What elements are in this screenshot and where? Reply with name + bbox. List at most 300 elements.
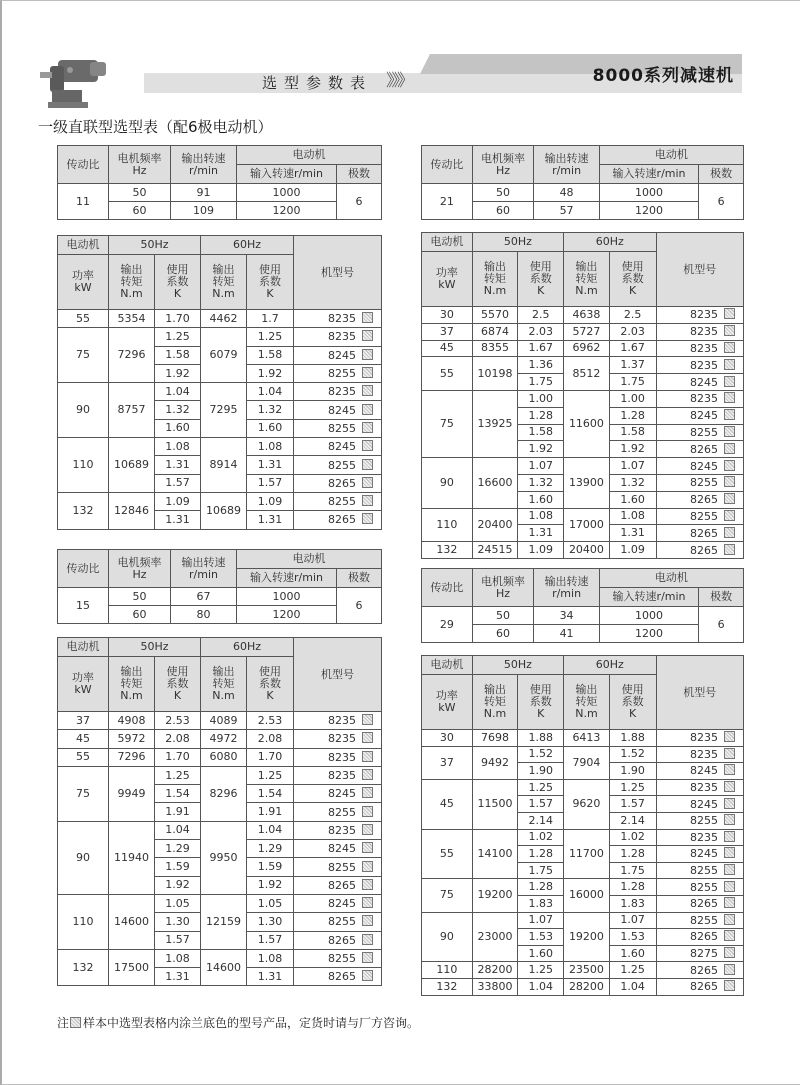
service-factor-60hz-value: 1.58 [247,346,294,364]
col-header-motor: 电动机 [58,236,109,255]
hatch-swatch-icon [362,495,373,506]
col-header-poles: 极数 [337,569,382,588]
col-header-50hz: 50Hz [472,233,563,252]
model-number: 8265 [689,543,718,557]
output-speed-value: 34 [534,607,600,625]
model-number: 8265 [328,476,357,490]
model-cell [294,785,382,803]
hatch-swatch-icon [362,440,373,451]
model-number: 8265 [328,513,357,527]
col-header-service-factor-60hz-line: 使用 [621,260,644,273]
model-cell [294,364,382,382]
model-cell [656,307,743,324]
table-row [58,949,382,967]
power-kw-value: 90 [422,912,473,962]
frequency-value: 50 [109,184,171,202]
model-number: 8235 [328,750,357,764]
service-factor-60hz-value: 1.90 [609,763,656,780]
col-header-torque-60hz-line: 输出 [212,263,235,276]
footnote-prefix: 注 [57,1016,70,1030]
model-cell [294,894,382,912]
service-factor-50hz-value: 1.57 [518,796,564,813]
col-header-motor: 电动机 [422,656,473,675]
service-factor-50hz-value: 1.29 [155,840,201,858]
col-header-model: 机型号 [656,233,743,307]
service-factor-60hz-value: 1.09 [609,542,656,559]
model-cell [294,511,382,529]
hatch-swatch-icon [362,513,373,524]
col-header-service-factor-50hz-line: 系数 [166,677,189,690]
col-header-input-speed: 输入转速r/min [237,569,337,588]
service-factor-50hz-value: 1.31 [155,968,201,986]
service-factor-50hz-value: 1.07 [518,458,564,475]
ratio-row [58,184,382,202]
hatch-swatch-icon [724,914,735,925]
hatch-swatch-icon [724,881,735,892]
service-factor-50hz-value: 1.04 [155,383,201,401]
service-factor-50hz-value: 1.70 [155,310,201,328]
service-factor-60hz-value: 2.53 [247,712,294,730]
torque-50hz-value: 14600 [109,894,155,949]
hatch-swatch-icon [724,798,735,809]
model-number: 8235 [328,330,357,344]
col-header-torque-50hz-line: 输出 [484,260,507,273]
model-cell [294,766,382,784]
ratio-value: 21 [422,184,473,220]
service-factor-60hz-value: 1.52 [609,746,656,763]
model-cell [656,730,743,747]
power-kw-value: 30 [422,307,473,324]
col-header-service-factor-50hz-line: K [537,707,545,720]
col-header-60hz: 60Hz [201,638,294,657]
col-header-output-speed-line: 输出转速 [544,151,589,165]
model-cell [656,929,743,946]
col-header-torque-50hz-line: N.m [483,284,507,297]
service-factor-50hz-value: 1.53 [518,929,564,946]
service-factor-50hz-value: 1.04 [518,978,564,995]
model-number: 8265 [689,442,718,456]
service-factor-50hz-value: 1.28 [518,407,564,424]
power-kw-value: 75 [422,879,473,912]
power-kw-value: 37 [422,323,473,340]
service-factor-50hz-value: 1.60 [518,945,564,962]
model-cell [656,812,743,829]
col-header-power-line: 功率 [72,671,94,684]
hatch-swatch-icon [362,824,373,835]
service-factor-50hz-value: 1.60 [518,491,564,508]
power-kw-value: 132 [422,542,473,559]
model-number: 8245 [689,409,718,423]
table-row [58,328,382,346]
service-factor-50hz-value: 1.25 [518,962,564,979]
col-header-output-speed-line: r/min [189,163,218,177]
col-header-power [422,252,473,307]
col-header-service-factor-60hz-line: 使用 [259,665,282,678]
model-number: 8235 [689,392,718,406]
model-number: 8235 [689,830,718,844]
power-kw-value: 55 [58,748,109,766]
col-header-50hz: 50Hz [109,638,201,657]
torque-50hz-value: 6874 [472,323,518,340]
hatch-swatch-icon [724,527,735,538]
hatch-swatch-icon [362,385,373,396]
table-row [58,894,382,912]
col-header-output-speed [171,146,237,184]
hatch-swatch-icon [724,980,735,991]
col-header-motor: 电动机 [58,638,109,657]
col-header-ratio: 传动比 [422,569,473,607]
service-factor-50hz-value: 1.92 [155,876,201,894]
col-header-torque-60hz-line: 转矩 [212,677,235,690]
col-header-ratio: 传动比 [58,146,109,184]
service-factor-60hz-value: 1.88 [609,730,656,747]
model-number: 8235 [328,823,357,837]
model-number: 8265 [689,963,718,977]
hatch-swatch-icon [70,1017,81,1028]
ratio-value: 29 [422,607,473,643]
model-number: 8255 [328,458,357,472]
col-header-motor: 电动机 [237,550,382,569]
input-speed-value: 1000 [237,588,337,606]
frequency-value: 60 [109,606,171,624]
torque-50hz-value: 9492 [472,746,518,779]
torque-60hz-value: 8914 [201,438,247,493]
model-cell [294,931,382,949]
col-header-input-speed: 输入转速r/min [599,588,698,607]
ratio-value: 11 [58,184,109,220]
col-header-frequency-line: 电机频率 [117,555,162,569]
col-header-60hz: 60Hz [564,656,656,675]
service-factor-60hz-value: 1.08 [247,949,294,967]
model-cell [656,542,743,559]
service-factor-50hz-value: 2.08 [155,730,201,748]
model-cell [656,374,743,391]
service-factor-50hz-value: 1.31 [155,511,201,529]
model-number: 8255 [328,952,357,965]
service-factor-60hz-value: 1.25 [247,766,294,784]
service-factor-60hz-value: 1.04 [609,978,656,995]
torque-60hz-value: 28200 [564,978,610,995]
col-header-motor: 电动机 [599,146,743,165]
service-factor-50hz-value: 1.05 [155,894,201,912]
col-header-torque-50hz [109,255,155,310]
model-cell [656,508,743,525]
model-cell [294,803,382,821]
model-number: 8245 [328,440,357,454]
torque-50hz-value: 5570 [472,307,518,324]
col-header-output-speed-line: 输出转速 [181,555,226,569]
hatch-swatch-icon [724,325,735,336]
torque-50hz-value: 9949 [109,766,155,821]
torque-60hz-value: 9620 [564,779,610,829]
hatch-swatch-icon [724,359,735,370]
service-factor-50hz-value: 1.60 [155,419,201,437]
frequency-value: 60 [472,625,534,643]
torque-60hz-value: 5727 [564,323,610,340]
table-row [58,730,382,748]
model-cell [656,763,743,780]
torque-60hz-value: 12159 [201,894,247,949]
torque-60hz-value: 4462 [201,310,247,328]
service-factor-60hz-value: 1.54 [247,785,294,803]
col-header-service-factor-60hz [247,657,294,712]
torque-50hz-value: 7296 [109,748,155,766]
model-number: 8265 [689,526,718,540]
model-cell [294,328,382,346]
section-title: 选型参数表 [262,74,373,92]
power-kw-value: 37 [58,712,109,730]
service-factor-60hz-value: 1.92 [247,876,294,894]
torque-50hz-value: 12846 [109,492,155,529]
torque-60hz-value: 14600 [201,949,247,986]
model-number: 8255 [689,425,718,439]
power-kw-value: 45 [422,340,473,357]
table-row [422,458,744,475]
table-row [58,492,382,510]
service-factor-60hz-value: 1.67 [609,340,656,357]
col-header-torque-60hz-line: 输出 [212,665,235,678]
service-factor-60hz-value: 1.31 [609,525,656,542]
series-title: 8000系列减速机 [592,66,734,86]
service-factor-60hz-value: 1.57 [609,796,656,813]
model-cell [656,474,743,491]
col-header-power [58,255,109,310]
service-factor-50hz-value: 2.14 [518,812,564,829]
power-kw-value: 55 [58,310,109,328]
model-cell [656,846,743,863]
service-factor-60hz-value: 1.70 [247,748,294,766]
service-factor-50hz-value: 1.36 [518,357,564,374]
selection-table-ratio-21 [421,232,744,559]
col-header-torque-50hz-line: 转矩 [484,272,507,285]
service-factor-50hz-value: 1.88 [518,730,564,747]
torque-60hz-value: 8512 [564,357,610,391]
hatch-swatch-icon [724,409,735,420]
service-factor-60hz-value: 1.57 [247,931,294,949]
torque-50hz-value: 7698 [472,730,518,747]
torque-60hz-value: 10689 [201,492,247,529]
torque-60hz-value: 7904 [564,746,610,779]
hatch-swatch-icon [362,915,373,926]
col-header-frequency [109,146,171,184]
hatch-swatch-icon [724,764,735,775]
col-header-power-line: kW [438,701,456,714]
col-header-frequency-line: Hz [132,567,147,581]
model-number: 8265 [328,970,357,984]
col-header-service-factor-60hz-line: 系数 [259,275,282,288]
output-speed-value: 57 [534,202,600,220]
hatch-swatch-icon [362,806,373,817]
output-speed-value: 80 [171,606,237,624]
model-cell [656,424,743,441]
model-cell [656,796,743,813]
torque-60hz-value: 19200 [564,912,610,962]
model-number: 8255 [689,509,718,523]
col-header-service-factor-50hz-line: 使用 [166,665,189,678]
col-header-power [422,675,473,730]
input-speed-value: 1000 [599,607,698,625]
model-number: 8255 [328,805,357,819]
output-speed-value: 67 [171,588,237,606]
service-factor-50hz-value: 1.90 [518,763,564,780]
torque-60hz-value: 20400 [564,542,610,559]
ratio-row [422,184,744,202]
torque-60hz-value: 8296 [201,766,247,821]
col-header-frequency-line: 电机频率 [480,151,525,165]
model-number: 8235 [328,769,357,783]
service-factor-60hz-value: 1.25 [247,328,294,346]
model-cell [294,858,382,876]
model-number: 8235 [328,732,357,746]
hatch-swatch-icon [362,861,373,872]
model-cell [294,383,382,401]
service-factor-60hz-value: 1.25 [609,962,656,979]
hatch-swatch-icon [724,864,735,875]
model-cell [656,862,743,879]
col-header-power-line: kW [74,683,92,696]
col-header-power [58,657,109,712]
service-factor-50hz-value: 1.25 [155,766,201,784]
power-kw-value: 75 [58,766,109,821]
model-cell [294,968,382,986]
service-factor-50hz-value: 1.75 [518,862,564,879]
service-factor-60hz-value: 1.29 [247,840,294,858]
table-row [58,712,382,730]
model-number: 8255 [328,495,357,509]
service-factor-50hz-value: 1.32 [155,401,201,419]
ratio-table-29 [421,568,744,643]
table-row [422,746,744,763]
col-header-torque-60hz-line: 转矩 [212,275,235,288]
table-row [422,357,744,374]
torque-50hz-value: 8757 [109,383,155,438]
torque-60hz-value: 7295 [201,383,247,438]
ratio-table-21 [421,145,744,220]
service-factor-60hz-value: 1.32 [609,474,656,491]
service-factor-60hz-value: 1.32 [247,401,294,419]
model-number: 8235 [328,312,357,326]
col-header-torque-60hz-line: N.m [212,689,235,702]
page-subtitle: 一级直联型选型表（配6极电动机） [38,118,273,136]
col-header-service-factor-60hz-line: 使用 [621,683,644,696]
hatch-swatch-icon [724,510,735,521]
input-speed-value: 1200 [237,202,337,220]
col-header-service-factor-60hz-line: K [266,287,274,300]
service-factor-50hz-value: 1.92 [518,441,564,458]
col-header-output-speed [534,146,600,184]
hatch-swatch-icon [724,930,735,941]
gear-reducer-logo [38,50,110,112]
col-header-output-speed [534,569,600,607]
model-number: 8255 [689,864,718,878]
col-header-service-factor-50hz-line: K [173,689,182,702]
hatch-swatch-icon [724,460,735,471]
col-header-model: 机型号 [294,236,382,310]
model-number: 8255 [689,814,718,828]
col-header-service-factor-60hz-line: K [629,707,637,720]
hatch-swatch-icon [724,392,735,403]
torque-50hz-value: 28200 [472,962,518,979]
model-number: 8235 [689,747,718,761]
col-header-service-factor-60hz-line: 系数 [259,677,282,690]
hatch-swatch-icon [724,814,735,825]
col-header-torque-60hz-line: N.m [575,707,598,720]
torque-60hz-value: 6080 [201,748,247,766]
poles-value: 6 [337,184,382,220]
hatch-swatch-icon [362,751,373,762]
model-number: 8265 [328,878,357,892]
torque-60hz-value: 6962 [564,340,610,357]
service-factor-50hz-value: 2.03 [518,323,564,340]
model-cell [294,492,382,510]
col-header-poles: 极数 [699,588,744,607]
power-kw-value: 90 [422,458,473,508]
hatch-swatch-icon [362,769,373,780]
model-cell [656,779,743,796]
col-header-output-speed-line: r/min [552,586,582,600]
hatch-swatch-icon [724,426,735,437]
model-number: 8255 [689,880,718,894]
table-row [422,340,744,357]
power-kw-value: 75 [58,328,109,383]
col-header-service-factor-50hz-line: 使用 [529,260,552,273]
service-factor-50hz-value: 1.28 [518,879,564,896]
power-kw-value: 45 [422,779,473,829]
hatch-swatch-icon [724,342,735,353]
table-row [422,962,744,979]
col-header-torque-50hz-line: 转矩 [120,275,143,288]
col-header-torque-50hz-line: 输出 [484,683,507,696]
model-number: 8245 [689,847,718,861]
col-header-service-factor-60hz [609,252,656,307]
power-kw-value: 132 [422,978,473,995]
service-factor-50hz-value: 1.08 [155,949,201,967]
hatch-swatch-icon [362,330,373,341]
hatch-swatch-icon [724,897,735,908]
power-kw-value: 55 [422,829,473,879]
service-factor-60hz-value: 1.53 [609,929,656,946]
service-factor-50hz-value: 1.00 [518,390,564,407]
torque-60hz-value: 6413 [564,730,610,747]
service-factor-50hz-value: 1.07 [518,912,564,929]
hatch-swatch-icon [724,847,735,858]
model-cell [656,962,743,979]
col-header-service-factor-50hz-line: K [537,284,545,297]
col-header-torque-50hz-line: N.m [120,287,143,300]
output-speed-value: 91 [171,184,237,202]
hatch-swatch-icon [362,897,373,908]
model-cell [294,456,382,474]
service-factor-60hz-value: 1.7 [247,310,294,328]
service-factor-60hz-value: 1.00 [609,390,656,407]
model-number: 8235 [689,781,718,795]
model-cell [294,346,382,364]
model-number: 8255 [689,913,718,927]
hatch-swatch-icon [362,349,373,360]
hatch-swatch-icon [724,376,735,387]
service-factor-50hz-value: 1.02 [518,829,564,846]
torque-50hz-value: 20400 [472,508,518,542]
torque-50hz-value: 10198 [472,357,518,391]
service-factor-50hz-value: 1.54 [155,785,201,803]
model-cell [294,840,382,858]
service-factor-50hz-value: 1.08 [518,508,564,525]
hatch-swatch-icon [362,970,373,981]
power-kw-value: 110 [422,962,473,979]
col-header-output-speed-line: 输出转速 [181,151,226,165]
col-header-service-factor-60hz-line: K [629,284,637,297]
table-row [422,879,744,896]
